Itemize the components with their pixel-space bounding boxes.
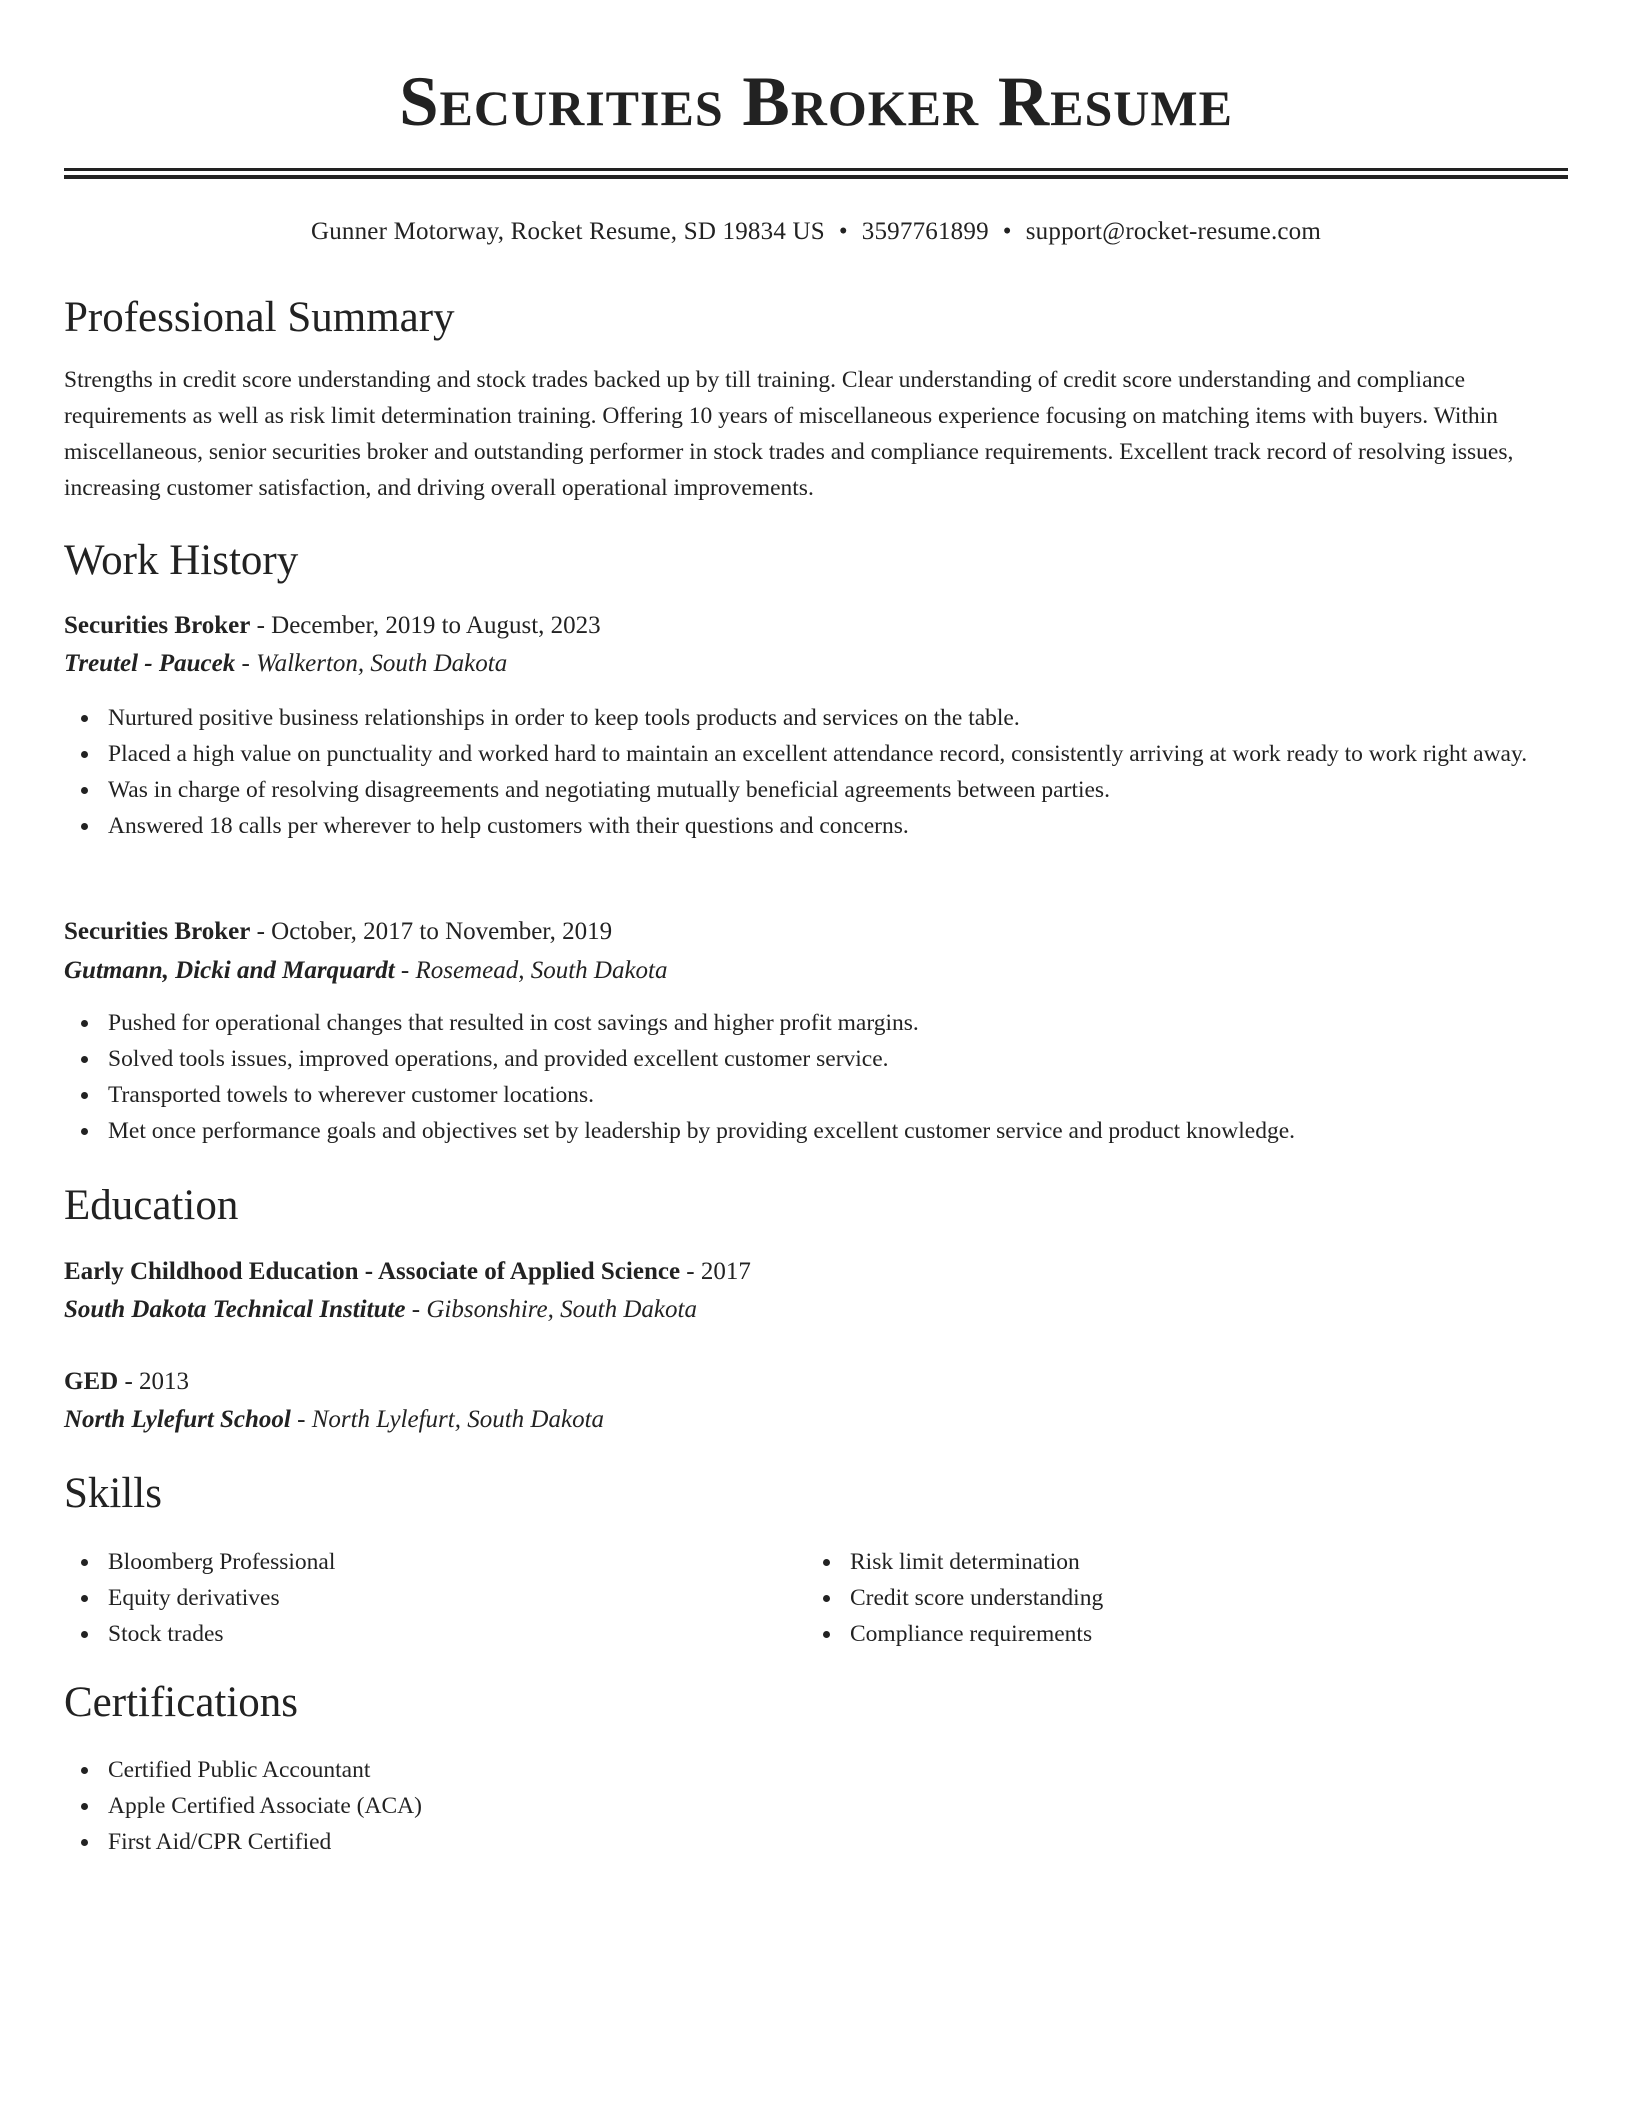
- degree-year: - 2017: [680, 1258, 751, 1285]
- certifications-heading: Certifications: [64, 1679, 299, 1726]
- list-item: Bloomberg Professional: [108, 1544, 808, 1580]
- list-item: Transported towels to wherever customer locations.: [108, 1077, 1568, 1113]
- skills-heading: Skills: [64, 1470, 162, 1517]
- list-item: Compliance requirements: [850, 1616, 1550, 1652]
- school-name: South Dakota Technical Institute: [64, 1296, 406, 1323]
- list-item: Certified Public Accountant: [108, 1752, 1568, 1788]
- job-dates: - October, 2017 to November, 2019: [250, 918, 613, 945]
- school-location: - Gibsonshire, South Dakota: [405, 1296, 697, 1323]
- list-item: Solved tools issues, improved operations, and provided excellent customer service.: [108, 1041, 1568, 1077]
- job-location: - Walkerton, South Dakota: [235, 650, 508, 677]
- school-line: [64, 1292, 697, 1328]
- list-item: Risk limit determination: [850, 1544, 1550, 1580]
- job-location: - Rosemead, South Dakota: [394, 957, 668, 984]
- education-heading: Education: [64, 1182, 239, 1229]
- job-title: Securities Broker: [64, 612, 251, 639]
- degree-name: GED: [64, 1368, 119, 1395]
- job-bullets: [64, 1005, 1568, 1149]
- job-title-line: [64, 914, 612, 950]
- degree-name: Early Childhood Education - Associate of Applied Science: [64, 1258, 681, 1285]
- work-history-heading: Work History: [64, 537, 299, 584]
- title-divider-bottom: [64, 175, 1568, 179]
- contact-phone: 3597761899: [861, 218, 989, 245]
- job-company-line: [64, 953, 668, 989]
- summary-text: Strengths in credit score understanding and stock trades backed up by till training. Clear understanding of credit score understanding and compliance requirements as well as risk limit determination training. Offering 10 years of miscellaneous experience focusing on matching items with buyers. Within miscellaneous, senior securities broker and outstanding performer in stock trades and compliance requirements. Excellent track record of resolving issues, increasing customer satisfaction, and driving overall operational improvements.: [64, 367, 1514, 501]
- list-item: Answered 18 calls per wherever to help customers with their questions and concerns.: [108, 808, 1568, 844]
- skills-list-right: [806, 1544, 1550, 1652]
- contact-email: support@rocket-resume.com: [1025, 218, 1322, 245]
- skills-list-left: [64, 1544, 808, 1652]
- degree-line: [64, 1254, 751, 1290]
- resume-title: Securities Broker Resume: [399, 63, 1233, 141]
- list-item: Apple Certified Associate (ACA): [108, 1788, 1568, 1824]
- degree-line: [64, 1364, 189, 1400]
- list-item: Stock trades: [108, 1616, 808, 1652]
- list-item: Met once performance goals and objectives set by leadership by providing excellent customer service and product knowledge.: [108, 1113, 1568, 1149]
- school-name: North Lylefurt School: [64, 1406, 291, 1433]
- job-bullets: [64, 700, 1568, 844]
- school-line: [64, 1402, 604, 1438]
- title-divider-top: [64, 168, 1568, 171]
- list-item: Placed a high value on punctuality and worked hard to maintain an excellent attendance record, consistently arriving at work ready to work right away.: [108, 736, 1568, 772]
- list-item: Equity derivatives: [108, 1580, 808, 1616]
- contact-separator: •: [1002, 218, 1012, 245]
- degree-year: - 2013: [118, 1368, 190, 1395]
- list-item: Credit score understanding: [850, 1580, 1550, 1616]
- contact-address: Gunner Motorway, Rocket Resume, SD 19834 US: [310, 218, 825, 245]
- resume-page: [64, 0, 1568, 1855]
- job-company-line: [64, 646, 507, 682]
- contact-separator: •: [838, 218, 848, 245]
- list-item: Nurtured positive business relationships in order to keep tools products and services on the table.: [108, 700, 1568, 736]
- job-title-line: [64, 608, 601, 644]
- job-company: Treutel - Paucek: [64, 650, 236, 677]
- certifications-list: [64, 1752, 1568, 1860]
- list-item: First Aid/CPR Certified: [108, 1824, 1568, 1860]
- summary-heading: Professional Summary: [64, 294, 455, 341]
- job-dates: - December, 2019 to August, 2023: [250, 612, 601, 639]
- list-item: Was in charge of resolving disagreements and negotiating mutually beneficial agreements between parties.: [108, 772, 1568, 808]
- job-title: Securities Broker: [64, 918, 251, 945]
- school-location: - North Lylefurt, South Dakota: [290, 1406, 605, 1433]
- job-company: Gutmann, Dicki and Marquardt: [64, 957, 395, 984]
- list-item: Pushed for operational changes that resulted in cost savings and higher profit margins.: [108, 1005, 1568, 1041]
- contact-line: [64, 214, 1568, 250]
